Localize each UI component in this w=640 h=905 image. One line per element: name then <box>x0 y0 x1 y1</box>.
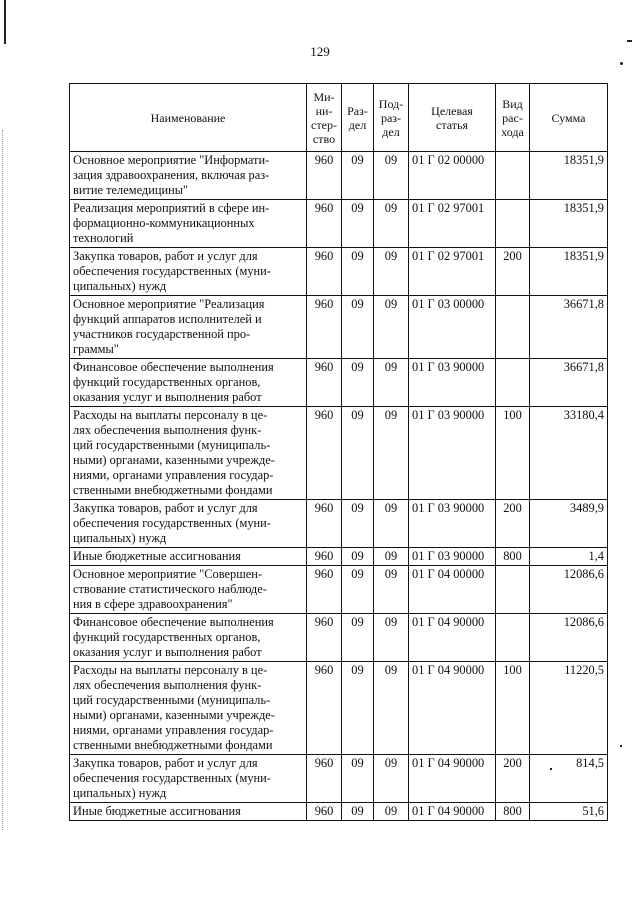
table-row <box>70 614 608 662</box>
row-ministry-cell: 960 <box>307 500 342 548</box>
table-row <box>70 359 608 407</box>
row-sum-cell: 814,5 <box>530 755 608 803</box>
table-row <box>70 200 608 248</box>
row-target-cell: 01 Г 04 90000 <box>409 755 496 803</box>
row-name-cell: Основное мероприятие "Совершен- ствование статистического наблюде- ния в сфере здравоохранения" <box>70 566 307 614</box>
row-name-cell: Финансовое обеспечение выполнения функций государственных органов, оказания услуг и выполнения работ <box>70 614 307 662</box>
budget-table <box>69 83 608 821</box>
scan-artifact <box>4 0 6 44</box>
row-subsection-cell: 09 <box>374 407 409 500</box>
row-ministry-cell: 960 <box>307 152 342 200</box>
table-row <box>70 296 608 359</box>
row-sum-cell: 3489,9 <box>530 500 608 548</box>
row-target-cell: 01 Г 03 90000 <box>409 500 496 548</box>
table-row <box>70 803 608 821</box>
row-ministry-cell: 960 <box>307 359 342 407</box>
row-sum-cell: 36671,8 <box>530 359 608 407</box>
row-name-cell: Иные бюджетные ассигнования <box>70 548 307 566</box>
header-subsection <box>374 84 409 152</box>
header-subsection-label: Под- раз- дел <box>378 96 404 139</box>
row-sum-cell: 12086,6 <box>530 614 608 662</box>
row-exp-type-cell: 200 <box>496 248 530 296</box>
scan-artifact <box>627 40 632 42</box>
row-subsection-cell: 09 <box>374 755 409 803</box>
row-sum-cell: 18351,9 <box>530 248 608 296</box>
row-ministry-cell: 960 <box>307 200 342 248</box>
row-subsection-cell: 09 <box>374 152 409 200</box>
row-target-cell: 01 Г 02 97001 <box>409 200 496 248</box>
row-exp-type-cell: 200 <box>496 755 530 803</box>
row-name-cell: Закупка товаров, работ и услуг для обеспечения государственных (муни- ципальных) нужд <box>70 500 307 548</box>
page-number: 129 <box>310 44 330 59</box>
row-target-cell: 01 Г 04 90000 <box>409 614 496 662</box>
row-subsection-cell: 09 <box>374 500 409 548</box>
row-exp-type-cell: 100 <box>496 662 530 755</box>
table-row <box>70 755 608 803</box>
row-name-cell: Основное мероприятие "Информати- зация здравоохранения, включая раз- витие телемедицины" <box>70 152 307 200</box>
row-target-cell: 01 Г 03 90000 <box>409 548 496 566</box>
header-sum: Сумма <box>530 84 608 152</box>
row-section-cell: 09 <box>342 152 374 200</box>
row-subsection-cell: 09 <box>374 662 409 755</box>
row-target-cell: 01 Г 04 90000 <box>409 662 496 755</box>
row-subsection-cell: 09 <box>374 359 409 407</box>
row-section-cell: 09 <box>342 662 374 755</box>
row-ministry-cell: 960 <box>307 662 342 755</box>
row-section-cell: 09 <box>342 755 374 803</box>
row-exp-type-cell <box>496 152 530 200</box>
row-sum-cell: 18351,9 <box>530 152 608 200</box>
row-section-cell: 09 <box>342 614 374 662</box>
table-row <box>70 662 608 755</box>
row-exp-type-cell: 200 <box>496 500 530 548</box>
row-target-cell: 01 Г 04 00000 <box>409 566 496 614</box>
row-target-cell: 01 Г 04 90000 <box>409 803 496 821</box>
row-ministry-cell: 960 <box>307 548 342 566</box>
row-subsection-cell: 09 <box>374 296 409 359</box>
row-name-cell: Расходы на выплаты персоналу в це- лях обеспечения выполнения функ- ций государственными (муниципаль- ными) органами, казенными учрежде- ниями, органами управления государ- ственными внебюджетными фондами <box>70 407 307 500</box>
row-ministry-cell: 960 <box>307 248 342 296</box>
header-target <box>409 84 496 152</box>
row-section-cell: 09 <box>342 803 374 821</box>
row-target-cell: 01 Г 03 90000 <box>409 407 496 500</box>
header-section <box>342 84 374 152</box>
row-subsection-cell: 09 <box>374 566 409 614</box>
row-ministry-cell: 960 <box>307 755 342 803</box>
row-exp-type-cell: 100 <box>496 407 530 500</box>
row-exp-type-cell <box>496 566 530 614</box>
row-name-cell: Закупка товаров, работ и услуг для обеспечения государственных (муни- ципальных) нужд <box>70 755 307 803</box>
scan-artifact <box>620 745 622 747</box>
row-sum-cell: 1,4 <box>530 548 608 566</box>
row-name-cell: Иные бюджетные ассигнования <box>70 803 307 821</box>
scan-artifact <box>620 62 623 65</box>
row-sum-cell: 12086,6 <box>530 566 608 614</box>
row-subsection-cell: 09 <box>374 548 409 566</box>
table-row <box>70 548 608 566</box>
table-row <box>70 248 608 296</box>
header-exp-type <box>496 84 530 152</box>
row-ministry-cell: 960 <box>307 614 342 662</box>
row-subsection-cell: 09 <box>374 248 409 296</box>
row-exp-type-cell: 800 <box>496 803 530 821</box>
row-section-cell: 09 <box>342 248 374 296</box>
row-target-cell: 01 Г 02 00000 <box>409 152 496 200</box>
row-sum-cell: 51,6 <box>530 803 608 821</box>
row-ministry-cell: 960 <box>307 296 342 359</box>
row-target-cell: 01 Г 02 97001 <box>409 248 496 296</box>
row-exp-type-cell: 800 <box>496 548 530 566</box>
table-row <box>70 407 608 500</box>
row-name-cell: Закупка товаров, работ и услуг для обеспечения государственных (муни- ципальных) нужд <box>70 248 307 296</box>
table-body <box>70 152 608 821</box>
row-name-cell: Расходы на выплаты персоналу в це- лях обеспечения выполнения функ- ций государственными (муниципаль- ными) органами, казенными учрежде- ниями, органами управления государ- ственными внебюджетными фондами <box>70 662 307 755</box>
row-subsection-cell: 09 <box>374 803 409 821</box>
row-exp-type-cell <box>496 614 530 662</box>
row-ministry-cell: 960 <box>307 566 342 614</box>
row-section-cell: 09 <box>342 500 374 548</box>
row-subsection-cell: 09 <box>374 200 409 248</box>
row-exp-type-cell <box>496 359 530 407</box>
header-target-label: Целевая статья <box>431 103 473 132</box>
table-row <box>70 566 608 614</box>
scan-edge-artifact <box>2 130 5 830</box>
row-section-cell: 09 <box>342 566 374 614</box>
row-sum-cell: 36671,8 <box>530 296 608 359</box>
header-ministry <box>307 84 342 152</box>
row-section-cell: 09 <box>342 296 374 359</box>
row-target-cell: 01 Г 03 90000 <box>409 359 496 407</box>
row-section-cell: 09 <box>342 407 374 500</box>
table-row <box>70 500 608 548</box>
table-row <box>70 152 608 200</box>
row-exp-type-cell <box>496 296 530 359</box>
row-sum-cell: 33180,4 <box>530 407 608 500</box>
row-name-cell: Реализация мероприятий в сфере ин- формационно-коммуникационных технологий <box>70 200 307 248</box>
header-name: Наименование <box>70 84 307 152</box>
header-section-label: Раз- дел <box>347 103 368 132</box>
row-subsection-cell: 09 <box>374 614 409 662</box>
row-ministry-cell: 960 <box>307 803 342 821</box>
row-name-cell: Финансовое обеспечение выполнения функций государственных органов, оказания услуг и выполнения работ <box>70 359 307 407</box>
row-section-cell: 09 <box>342 359 374 407</box>
row-name-cell: Основное мероприятие "Реализация функций аппаратов исполнителей и участников государственной про- граммы" <box>70 296 307 359</box>
row-sum-cell: 18351,9 <box>530 200 608 248</box>
row-section-cell: 09 <box>342 200 374 248</box>
row-sum-cell: 11220,5 <box>530 662 608 755</box>
row-exp-type-cell <box>496 200 530 248</box>
header-ministry-label: Ми- ни- стер- ство <box>311 89 337 146</box>
row-section-cell: 09 <box>342 548 374 566</box>
row-ministry-cell: 960 <box>307 407 342 500</box>
header-row <box>70 84 608 152</box>
header-exp-type-label: Вид рас- хода <box>501 96 524 139</box>
row-target-cell: 01 Г 03 00000 <box>409 296 496 359</box>
